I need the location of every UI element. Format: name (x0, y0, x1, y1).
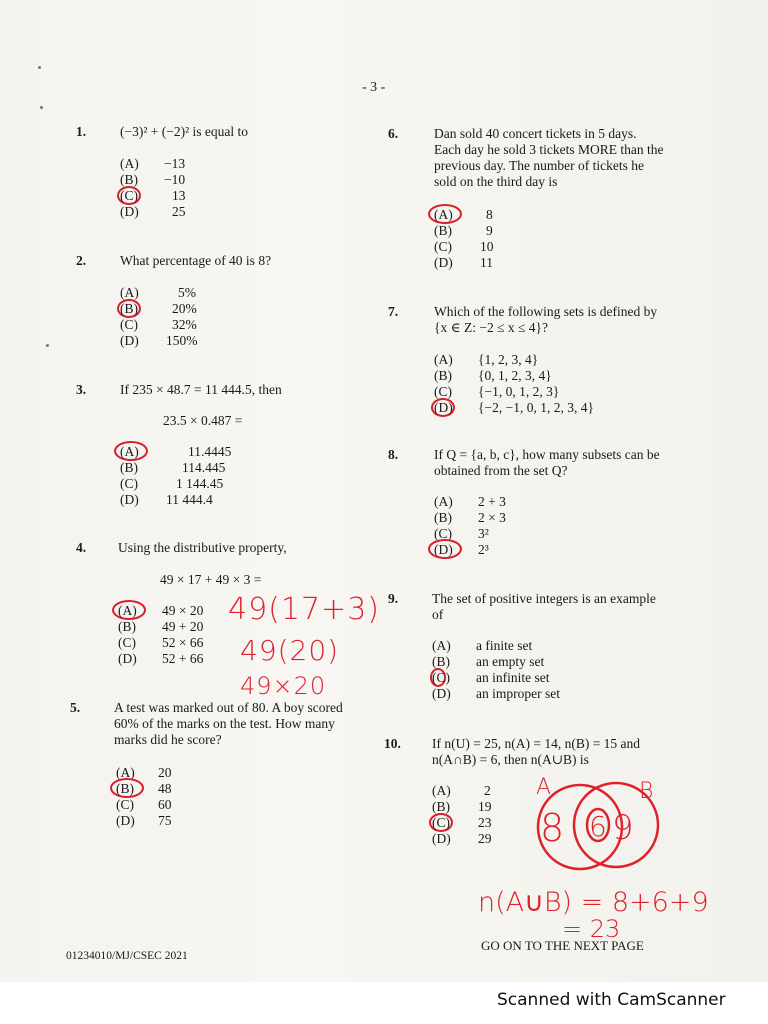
question-number: 10. (384, 736, 401, 751)
venn-label-b: B (639, 779, 654, 804)
question-stem: If Q = {a, b, c}, how many subsets can be obtained from the set Q? (434, 447, 660, 478)
question-stem: Using the distributive property, (118, 540, 287, 555)
question-stem: The set of positive integers is an example of (432, 591, 656, 622)
question-stem: A test was marked out of 80. A boy scored 60% of the marks on the test. How many marks did he score? (114, 700, 343, 747)
union-result: = 23 (562, 915, 621, 943)
scan-speck (40, 106, 43, 109)
venn-value-right: 9 (612, 808, 634, 848)
question-expression: 23.5 × 0.487 = (163, 413, 243, 428)
question-number: 3. (76, 382, 87, 397)
question-number: 8. (388, 447, 399, 462)
paper-code: 01234010/MJ/CSEC 2021 (66, 950, 188, 962)
question-stem: If 235 × 48.7 = 11 444.5, then (120, 382, 282, 397)
question-number: 2. (76, 253, 87, 268)
handwritten-work: 49×20 (240, 672, 327, 700)
question-number: 6. (388, 126, 399, 141)
venn-label-a: A (536, 775, 552, 800)
question-number: 9. (388, 591, 399, 606)
scan-speck (46, 344, 49, 347)
question-expression: 49 × 17 + 49 × 3 = (160, 572, 262, 587)
page-number: - 3 - (362, 80, 386, 95)
venn-value-left: 8 (540, 806, 565, 850)
scanner-watermark: Scanned with CamScanner (497, 990, 726, 1010)
next-page-note: GO ON TO THE NEXT PAGE (481, 938, 644, 953)
exam-page: - 3 - 1. (−3)² + (−2)² is equal to (A) −13 (B) −10 (C) 13 (D) 25 2. What percentage of 40 is 8? (A) 5% (B) 20% (C) 32% (D) 150% 3. If 235 × 48.7 = 11 444.5, then 23.5 × 0.487 = (A) 11.4445 (B) 114.445 (C) 1 144.45 (D) 11 444.4 4. Using the distributive property, 49 × 17 + 49 × 3 = (A) 49 × 20 (B) 49 + 20 (C) 52 × 66 (D) 52 + 66 5. A test was marked out of 80. A boy scored 60% of the marks on the test. How many marks did he score? (A) 20 (B) 48 (C) 60 (D) 75 6. Dan sold 40 concert tickets in 5 days. Each day he sold 3 tickets MORE than the previous day. The number of tickets he sold on the third day is (A) 8 (B) 9 (C) 10 (D) 11 7. Which of the following sets is defined by {x ∈ Z: −2 ≤ x ≤ 4}? (A) {1, 2, 3, 4} (B) {0, 1, 2, 3, 4} (C) {−1, 0, 1, 2, 3} (D) {−2, −1, 0, 1, 2, 3, 4} 8. If Q = {a, b, c}, how many subsets can be obtained from the set Q? (A) 2 + 3 (B) 2 × 3 (C) 3² (D) 2³ 9. The set of positive integers is an example of (A) a finite set (B) an empty set (C) an infinite set (D) an improper set 10. If n(U) = 25, n(A) = 14, n(B) = 15 and n(A∩B) = 6, then n(A∪B) is (A) 2 (B) 19 (C) 23 (D) 29 49(17+3) 49(20) 49×20 A B 8 6 9 n(A∪B) = 8+6+9 = 23 GO ON TO THE NEXT PAGE 01234010/MJ/CSEC 2021 (0, 0, 768, 982)
question-stem: (−3)² + (−2)² is equal to (120, 124, 249, 139)
handwritten-work: 49(20) (240, 634, 340, 667)
question-number: 7. (388, 304, 399, 319)
handwritten-work: 49(17+3) (228, 592, 380, 627)
question-stem: What percentage of 40 is 8? (120, 253, 272, 268)
question-stem: If n(U) = 25, n(A) = 14, n(B) = 15 and n(A∩B) = 6, then n(A∪B) is (432, 736, 641, 767)
scan-speck (38, 66, 41, 69)
venn-value-middle: 6 (589, 810, 607, 843)
question-stem: Dan sold 40 concert tickets in 5 days. Each day he sold 3 tickets MORE than the previous day. The number of tickets he sold on the third day is (434, 126, 664, 189)
question-number: 1. (76, 124, 87, 139)
question-stem: Which of the following sets is defined by {x ∈ Z: −2 ≤ x ≤ 4}? (434, 304, 658, 335)
question-number: 4. (76, 540, 87, 555)
union-working: n(A∪B) = 8+6+9 (478, 887, 709, 918)
question-number: 5. (70, 700, 81, 715)
